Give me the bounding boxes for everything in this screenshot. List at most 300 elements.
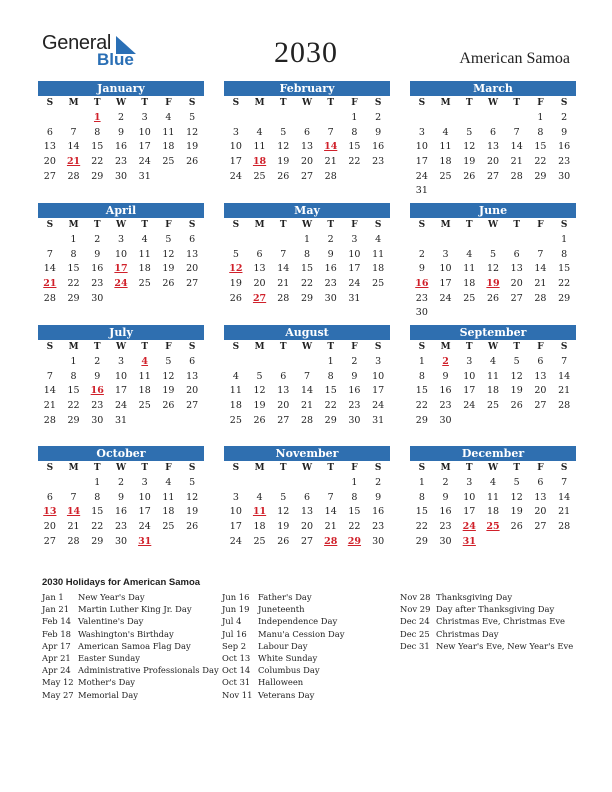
weekday-label: T <box>93 342 101 352</box>
day-cell: 13 <box>534 491 547 503</box>
day-cell: 15 <box>415 385 428 397</box>
weekday-label: T <box>279 220 287 230</box>
day-cell: 4 <box>442 126 449 138</box>
day-cell: 28 <box>558 521 571 533</box>
day-cell: 23 <box>114 156 128 168</box>
holiday-day: 31 <box>138 535 152 547</box>
day-cell: 29 <box>415 535 428 547</box>
weekday-label: W <box>115 463 127 473</box>
day-cell: 2 <box>94 234 101 245</box>
holiday-day: 4 <box>141 356 149 367</box>
day-cell: 26 <box>277 170 290 182</box>
empty-cell <box>295 476 319 491</box>
day-cell: 15 <box>91 141 104 153</box>
holiday-row <box>222 652 345 664</box>
day-cell: 3 <box>375 356 382 367</box>
weekday-label: S <box>46 463 54 473</box>
day-cell: 23 <box>439 521 452 533</box>
day-cell: 2 <box>561 112 568 123</box>
holiday-date: May 12 <box>42 677 74 688</box>
day-cell: 1 <box>327 356 334 367</box>
empty-cell <box>319 111 343 126</box>
day-cell: 10 <box>372 370 385 382</box>
day-cell: 27 <box>510 292 523 304</box>
weekday-label: S <box>560 98 568 108</box>
day-cell: 22 <box>67 278 80 290</box>
holiday-day: 25 <box>486 521 500 533</box>
day-cell: 11 <box>138 370 151 382</box>
day-cell: 17 <box>348 263 361 275</box>
day-cell: 22 <box>300 278 314 290</box>
day-cell: 19 <box>510 385 523 397</box>
weekday-label: M <box>440 220 451 230</box>
day-cell: 29 <box>67 292 80 304</box>
holiday-name: Washington's Birthday <box>78 628 174 639</box>
month-september <box>410 325 576 428</box>
day-cell: 13 <box>510 263 523 275</box>
holiday-column <box>400 591 573 652</box>
day-cell: 20 <box>253 278 266 290</box>
empty-cell <box>271 233 295 248</box>
day-cell: 4 <box>375 234 382 245</box>
day-cell: 3 <box>117 356 125 367</box>
month-days-grid <box>224 218 390 306</box>
day-cell: 26 <box>162 278 175 290</box>
day-cell: 14 <box>277 263 290 275</box>
day-cell: 16 <box>114 506 128 518</box>
holiday-row <box>400 603 573 615</box>
weekday-label: M <box>440 98 451 108</box>
day-cell: 21 <box>324 521 337 533</box>
day-cell: 24 <box>372 400 385 412</box>
day-cell: 9 <box>442 370 449 382</box>
month-header: November <box>224 446 390 461</box>
holiday-row <box>400 640 573 652</box>
day-cell: 14 <box>510 141 523 153</box>
holiday-row <box>42 689 219 701</box>
weekday-label: T <box>465 220 473 230</box>
day-cell: 14 <box>300 385 314 397</box>
holiday-row <box>222 664 345 676</box>
weekday-label: T <box>327 342 335 352</box>
day-cell: 6 <box>256 248 263 260</box>
weekday-label: S <box>560 342 568 352</box>
day-cell: 5 <box>189 112 196 123</box>
day-cell: 26 <box>510 400 523 412</box>
month-header: October <box>38 446 204 461</box>
month-days-grid <box>38 96 204 184</box>
day-cell: 8 <box>561 248 568 260</box>
empty-cell <box>248 476 272 491</box>
day-cell: 16 <box>348 385 361 397</box>
holiday-row <box>400 591 573 603</box>
day-cell: 12 <box>186 126 199 138</box>
day-cell: 5 <box>489 248 497 260</box>
day-cell: 7 <box>280 248 287 260</box>
day-cell: 8 <box>70 370 77 382</box>
day-cell: 16 <box>91 263 104 275</box>
day-cell: 17 <box>229 156 242 168</box>
day-cell: 12 <box>253 385 266 397</box>
empty-cell <box>248 233 272 248</box>
month-header: March <box>410 81 576 96</box>
day-cell: 28 <box>67 535 80 547</box>
day-cell: 21 <box>67 521 80 533</box>
holiday-row <box>400 615 573 627</box>
holiday-date: Dec 31 <box>400 640 430 651</box>
day-cell: 11 <box>162 491 175 503</box>
day-cell: 14 <box>67 141 80 153</box>
month-june <box>410 203 576 321</box>
weekday-label: F <box>537 98 544 108</box>
day-cell: 2 <box>351 356 358 367</box>
weekday-label: S <box>374 220 382 230</box>
day-cell: 30 <box>372 535 385 547</box>
day-cell: 19 <box>229 278 242 290</box>
holiday-row <box>42 640 219 652</box>
holiday-name: Mother's Day <box>78 677 136 688</box>
month-may <box>224 203 390 306</box>
holiday-date: Oct 13 <box>222 652 251 663</box>
holiday-row <box>42 652 219 664</box>
day-cell: 12 <box>162 370 175 382</box>
holiday-date: Feb 18 <box>42 628 71 639</box>
weekday-label: S <box>188 220 196 230</box>
weekday-label: M <box>68 463 79 473</box>
day-cell: 9 <box>375 126 382 138</box>
month-december <box>410 446 576 549</box>
day-cell: 11 <box>253 141 266 153</box>
day-cell: 24 <box>138 156 151 168</box>
day-cell: 2 <box>327 234 334 245</box>
day-cell: 24 <box>439 292 452 304</box>
day-cell: 14 <box>324 506 337 518</box>
weekday-label: T <box>465 98 473 108</box>
weekday-label: T <box>513 98 521 108</box>
holiday-date: Feb 14 <box>42 616 71 627</box>
day-cell: 8 <box>418 491 425 503</box>
day-cell: 19 <box>186 506 199 518</box>
holiday-date: Sep 2 <box>222 640 247 651</box>
day-cell: 20 <box>43 156 56 168</box>
day-cell: 18 <box>229 400 242 412</box>
day-cell: 12 <box>162 248 175 260</box>
day-cell: 26 <box>253 414 266 426</box>
page-year: 2030 <box>274 36 338 69</box>
day-cell: 28 <box>43 292 56 304</box>
day-cell: 4 <box>141 234 148 245</box>
month-january <box>38 81 204 184</box>
empty-cell <box>62 476 86 491</box>
month-header: August <box>224 325 390 340</box>
day-cell: 13 <box>300 506 314 518</box>
weekday-label: W <box>301 98 313 108</box>
day-cell: 22 <box>415 400 428 412</box>
day-cell: 12 <box>510 491 523 503</box>
holiday-row <box>222 591 345 603</box>
day-cell: 4 <box>489 356 497 367</box>
day-cell: 5 <box>256 370 263 382</box>
holiday-row <box>42 591 219 603</box>
empty-cell <box>481 233 505 248</box>
day-cell: 20 <box>534 506 547 518</box>
day-cell: 25 <box>253 535 266 547</box>
day-cell: 13 <box>534 370 547 382</box>
day-cell: 26 <box>229 292 242 304</box>
day-cell: 6 <box>189 234 196 245</box>
weekday-label: S <box>232 342 240 352</box>
day-cell: 2 <box>418 248 425 260</box>
day-cell: 4 <box>256 126 263 138</box>
day-cell: 21 <box>534 278 547 290</box>
day-cell: 16 <box>324 263 337 275</box>
holiday-name: Easter Sunday <box>78 652 141 663</box>
day-cell: 30 <box>324 292 337 304</box>
day-cell: 11 <box>463 263 476 275</box>
day-cell: 17 <box>114 385 128 397</box>
day-cell: 18 <box>253 521 266 533</box>
weekday-label: T <box>141 342 149 352</box>
day-cell: 25 <box>372 278 385 290</box>
day-cell: 6 <box>303 491 311 503</box>
weekday-label: T <box>279 98 287 108</box>
day-cell: 4 <box>489 477 497 488</box>
empty-cell <box>38 476 62 491</box>
day-cell: 23 <box>372 156 385 168</box>
empty-cell <box>271 111 295 126</box>
day-cell: 22 <box>348 521 361 533</box>
day-cell: 2 <box>117 477 125 488</box>
holiday-date: Jul 16 <box>222 628 247 639</box>
empty-cell <box>505 233 529 248</box>
day-cell: 11 <box>138 248 151 260</box>
day-cell: 10 <box>348 248 361 260</box>
day-cell: 24 <box>229 535 242 547</box>
holiday-date: Apr 24 <box>42 665 71 676</box>
holiday-day: 13 <box>43 506 57 518</box>
day-cell: 8 <box>351 126 358 138</box>
day-cell: 12 <box>277 141 290 153</box>
day-cell: 24 <box>415 170 428 182</box>
holiday-row <box>42 628 219 640</box>
day-cell: 20 <box>43 521 56 533</box>
day-cell: 26 <box>510 521 523 533</box>
day-cell: 5 <box>232 248 239 260</box>
day-cell: 30 <box>415 307 428 319</box>
holiday-day: 19 <box>486 278 500 290</box>
day-cell: 6 <box>46 491 53 503</box>
day-cell: 15 <box>348 141 361 153</box>
day-cell: 10 <box>229 141 242 153</box>
empty-cell <box>410 233 434 248</box>
weekday-label: F <box>351 463 358 473</box>
day-cell: 21 <box>277 278 290 290</box>
day-cell: 30 <box>91 414 104 426</box>
holiday-name: Thanksgiving Day <box>436 592 513 602</box>
day-cell: 12 <box>186 491 199 503</box>
day-cell: 26 <box>186 156 199 168</box>
month-days-grid <box>410 340 576 428</box>
day-cell: 28 <box>534 292 547 304</box>
day-cell: 27 <box>486 170 500 182</box>
day-cell: 9 <box>375 491 382 503</box>
holiday-name: Christmas Day <box>436 628 499 639</box>
day-cell: 2 <box>442 477 449 488</box>
day-cell: 9 <box>327 248 334 260</box>
holiday-name: Manu'a Cession Day <box>258 628 345 639</box>
day-cell: 7 <box>561 477 568 488</box>
day-cell: 22 <box>348 156 361 168</box>
day-cell: 3 <box>117 234 125 245</box>
day-cell: 18 <box>138 263 151 275</box>
day-cell: 23 <box>558 156 571 168</box>
month-header: January <box>38 81 204 96</box>
day-cell: 1 <box>70 356 77 367</box>
day-cell: 13 <box>43 141 56 153</box>
day-cell: 12 <box>510 370 523 382</box>
month-days-grid <box>410 96 576 199</box>
day-cell: 31 <box>372 414 385 426</box>
holiday-row <box>42 615 219 627</box>
holiday-day: 24 <box>114 278 128 290</box>
holiday-day: 21 <box>43 278 57 290</box>
day-cell: 15 <box>91 506 104 518</box>
day-cell: 14 <box>534 263 547 275</box>
day-cell: 15 <box>324 385 337 397</box>
holiday-column <box>222 591 345 701</box>
month-days-grid <box>38 461 204 549</box>
weekday-label: F <box>537 342 544 352</box>
month-header: April <box>38 203 204 218</box>
day-cell: 17 <box>138 141 151 153</box>
day-cell: 19 <box>253 400 266 412</box>
day-cell: 16 <box>372 141 385 153</box>
holiday-name: Christmas Eve, Christmas Eve <box>436 616 566 627</box>
day-cell: 21 <box>558 385 571 397</box>
holiday-date: Oct 31 <box>222 677 251 688</box>
holiday-date: Jan 1 <box>42 592 64 602</box>
day-cell: 28 <box>43 414 56 426</box>
day-cell: 22 <box>558 278 571 290</box>
empty-cell <box>224 111 248 126</box>
day-cell: 15 <box>534 141 547 153</box>
day-cell: 16 <box>558 141 571 153</box>
day-cell: 2 <box>117 112 125 123</box>
day-cell: 29 <box>67 414 80 426</box>
holiday-day: 14 <box>324 141 338 153</box>
holiday-name: New Year's Day <box>78 592 145 602</box>
day-cell: 17 <box>463 385 476 397</box>
day-cell: 21 <box>43 400 56 412</box>
weekday-label: S <box>374 98 382 108</box>
day-cell: 27 <box>43 170 56 182</box>
day-cell: 17 <box>372 385 385 397</box>
holiday-row <box>222 615 345 627</box>
day-cell: 5 <box>466 126 473 138</box>
holiday-name: Memorial Day <box>78 689 138 700</box>
day-cell: 31 <box>114 414 128 426</box>
holiday-name: Administrative Professionals Day <box>78 665 219 676</box>
empty-cell <box>38 233 62 248</box>
holiday-name: American Samoa Flag Day <box>78 640 191 651</box>
holiday-day: 12 <box>229 263 243 275</box>
weekday-label: T <box>141 463 149 473</box>
weekday-label: T <box>93 220 101 230</box>
day-cell: 30 <box>114 170 128 182</box>
holiday-day: 1 <box>93 112 101 123</box>
holiday-date: Jul 4 <box>222 616 242 627</box>
day-cell: 28 <box>324 170 337 182</box>
empty-cell <box>434 111 458 126</box>
day-cell: 12 <box>277 506 290 518</box>
day-cell: 3 <box>141 477 148 488</box>
day-cell: 8 <box>94 126 101 138</box>
holiday-name: New Year's Eve, New Year's Eve <box>436 640 574 651</box>
empty-cell <box>248 111 272 126</box>
day-cell: 24 <box>463 400 476 412</box>
day-cell: 28 <box>300 414 314 426</box>
day-cell: 27 <box>43 535 56 547</box>
day-cell: 28 <box>510 170 523 182</box>
day-cell: 27 <box>186 278 199 290</box>
day-cell: 22 <box>534 156 547 168</box>
day-cell: 19 <box>463 156 476 168</box>
month-october <box>38 446 204 549</box>
day-cell: 1 <box>70 234 77 245</box>
day-cell: 29 <box>91 170 104 182</box>
month-days-grid <box>410 218 576 321</box>
day-cell: 26 <box>186 521 199 533</box>
day-cell: 3 <box>232 126 239 138</box>
weekday-label: S <box>374 342 382 352</box>
weekday-label: F <box>537 220 544 230</box>
day-cell: 30 <box>348 414 361 426</box>
empty-cell <box>62 111 86 126</box>
holiday-day: 27 <box>252 292 267 304</box>
holiday-name: Martin Luther King Jr. Day <box>78 604 192 615</box>
day-cell: 29 <box>91 535 104 547</box>
holiday-date: Jan 21 <box>42 604 70 615</box>
day-cell: 7 <box>46 370 53 382</box>
weekday-label: W <box>115 220 127 230</box>
day-cell: 9 <box>351 370 358 382</box>
holiday-day: 18 <box>252 156 267 168</box>
day-cell: 9 <box>442 491 449 503</box>
holiday-row <box>400 628 573 640</box>
holiday-date: Nov 11 <box>222 689 253 700</box>
day-cell: 16 <box>372 506 385 518</box>
day-cell: 20 <box>186 263 199 275</box>
holiday-day: 16 <box>90 385 104 397</box>
day-cell: 9 <box>94 248 101 260</box>
weekday-label: M <box>440 463 451 473</box>
day-cell: 2 <box>375 477 382 488</box>
day-cell: 18 <box>162 141 175 153</box>
day-cell: 20 <box>300 521 314 533</box>
day-cell: 20 <box>510 278 523 290</box>
day-cell: 31 <box>415 185 428 197</box>
day-cell: 25 <box>138 400 151 412</box>
holiday-row <box>222 628 345 640</box>
day-cell: 13 <box>277 385 290 397</box>
weekday-label: F <box>165 342 172 352</box>
day-cell: 14 <box>558 491 571 503</box>
day-cell: 7 <box>303 370 311 382</box>
day-cell: 6 <box>537 356 544 367</box>
weekday-label: M <box>68 342 79 352</box>
day-cell: 10 <box>138 126 151 138</box>
day-cell: 25 <box>229 414 242 426</box>
